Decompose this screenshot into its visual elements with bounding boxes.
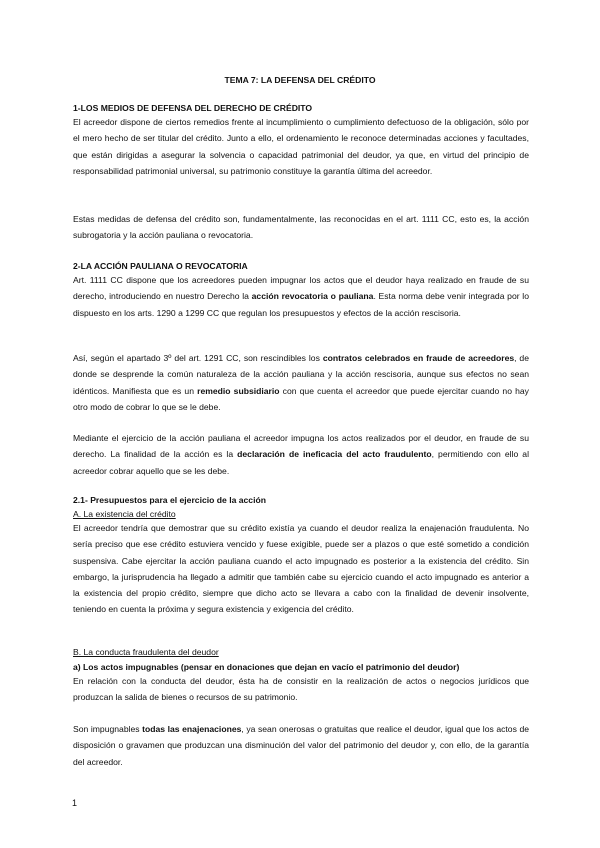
subsection-b-paragraph-2: Son impugnables todas las enajenaciones, ya sean onerosas o gratuitas que realice el deudor, igual que los actos de disposición o gravamen que produzcan una disminución del valor del patrimonio del deudor y, con ello, de la garantía del acreedor. bbox=[73, 724, 530, 767]
page-number: 1 bbox=[72, 798, 78, 808]
section-1-heading: 1-LOS MEDIOS DE DEFENSA DEL DERECHO DE CRÉDITO bbox=[73, 103, 313, 113]
subsection-a-title: A. La existencia del crédito bbox=[73, 509, 176, 519]
subsection-b-title: B. La conducta fraudulenta del deudor bbox=[73, 647, 219, 657]
subsection-b-paragraph-1: En relación con la conducta del deudor, ésta ha de consistir en la realización de actos o negocios jurídicos que produzcan la salida de bienes o recursos de su patrimonio. bbox=[73, 676, 529, 703]
subsection-a-paragraph: El acreedor tendría que demostrar que su crédito existía ya cuando el deudor realiza la enajenación fraudulenta. No sería preciso que ese crédito estuviera vencido y fuese exigible, puede ser a plazos o que esté sometido a condición suspensiva. Cabe ejercitar la acción pauliana cuando el acto impugnado es posterior a la existencia del crédito. Sin embargo, la jurisprudencia ha llegado a admitir que también cabe su ejercicio cuando el acto impugnado es anterior a la existencia del propio crédito, siempre que dicho acto se llevara a cabo con la finalidad de devenir insolvente, teniendo en cuenta la próxima y segura existencia y exigencia del crédito. bbox=[73, 523, 529, 615]
section-2-heading: 2-LA ACCIÓN PAULIANA O REVOCATORIA bbox=[73, 261, 248, 271]
section-2-paragraph-1: Art. 1111 CC dispone que los acreedores pueden impugnar los actos que el deudor haya realizado en fraude de su derecho, introduciendo en nuestro Derecho la acción revocatoria o pauliana. Esta norma debe venir integrada por lo dispuesto en los arts. 1290 a 1299 CC que regulan los presupuestos y efectos de la acción rescisoria. bbox=[73, 275, 529, 318]
subsection-b-heading-a: a) Los actos impugnables (pensar en donaciones que dejan en vacío el patrimonio del deudor) bbox=[73, 662, 460, 672]
section-2-1-heading: 2.1- Presupuestos para el ejercicio de la acción bbox=[73, 495, 266, 505]
section-1-paragraph-1: El acreedor dispone de ciertos remedios frente al incumplimiento o cumplimiento defectuoso de la obligación, sólo por el mero hecho de ser titular del crédito. Junto a ello, el ordenamiento le reconoce determinadas acciones y facultades, que están dirigidas a asegurar la solvencia o capacidad patrimonial del deudor, ya que, en virtud del principio de responsabilidad patrimonial universal, su patrimonio constituye la garantía última del acreedor. bbox=[73, 117, 529, 176]
section-2-paragraph-2: Así, según el apartado 3º del art. 1291 CC, son rescindibles los contratos celebrados en fraude de acreedores, de donde se desprende la común naturaleza de la acción pauliana y la acción rescisoria, aunque sus efectos no sean idénticos. Manifiesta que es un remedio subsidiario con que cuenta el acreedor que puede ejercitar cuando no hay otro modo de cobrar lo que se le debe. bbox=[73, 353, 529, 412]
section-1-paragraph-2: Estas medidas de defensa del crédito son, fundamentalmente, las reconocidas en el art. 1111 CC, esto es, la acción subrogatoria y la acción pauliana o revocatoria. bbox=[73, 214, 529, 241]
document-title: TEMA 7: LA DEFENSA DEL CRÉDITO bbox=[224, 75, 376, 85]
section-2-paragraph-3: Mediante el ejercicio de la acción pauliana el acreedor impugna los actos realizados por el deudor, en fraude de su derecho. La finalidad de la acción es la declaración de ineficacia del acto fraudulento, permitiendo con ello al acreedor cobrar aquello que se les debe. bbox=[73, 433, 529, 476]
